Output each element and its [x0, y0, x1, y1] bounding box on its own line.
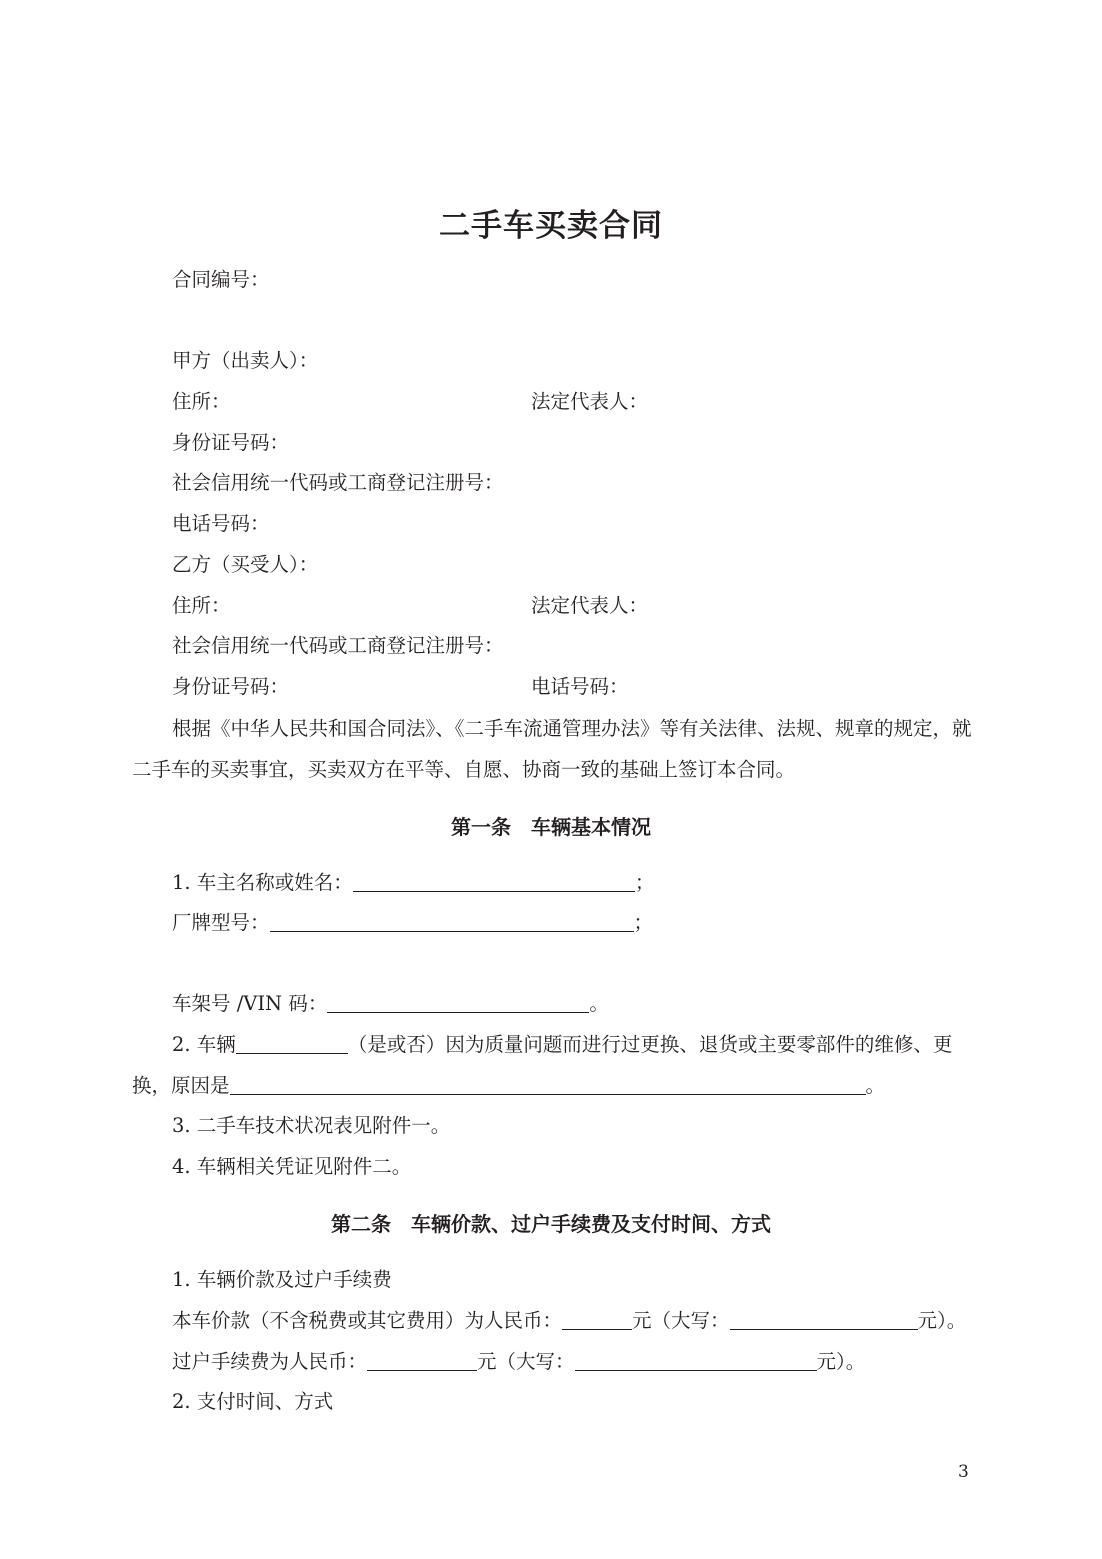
party-b-id-label: 身份证号码： [172, 675, 290, 698]
party-a-address-label: 住所： [172, 390, 231, 413]
owner-name-label: 1. 车主名称或姓名： [172, 871, 353, 894]
article-1-heading: 第一条 车辆基本情况 [451, 815, 651, 839]
payment-item-heading: 2. 支付时间、方式 [172, 1390, 334, 1413]
page-number: 3 [958, 1462, 969, 1482]
party-b-rep-label: 法定代表人： [531, 594, 649, 617]
owner-name-line [172, 868, 654, 898]
party-a-credit-label: 社会信用统一代码或工商登记注册号： [172, 471, 504, 494]
price-end: 元）。 [917, 1309, 967, 1332]
price-yuan: 元（大写： [632, 1309, 730, 1332]
party-a-id-label: 身份证号码： [172, 431, 290, 454]
item2-text: （是或否）因为质量问题而进行过更换、退货或主要零部件的维修、更 [347, 1033, 953, 1056]
item2-reason-line [132, 1071, 885, 1101]
item4-line: 4. 车辆相关凭证见附件二。 [172, 1155, 412, 1178]
fee-yuan: 元（大写： [477, 1350, 575, 1373]
price-label: 本车价款（不含税费或其它费用）为人民币： [172, 1309, 563, 1332]
price-amount-blank[interactable] [562, 1307, 632, 1330]
vin-end: 。 [589, 992, 609, 1015]
model-blank[interactable] [270, 909, 634, 932]
party-b-address-label: 住所： [172, 594, 231, 617]
owner-name-end: ； [634, 871, 655, 894]
reason-end: 。 [865, 1074, 886, 1097]
fee-line [172, 1347, 865, 1377]
party-a-heading: 甲方（出卖人）： [172, 349, 319, 372]
party-b-heading: 乙方（买受人）： [172, 553, 319, 576]
model-label: 厂牌型号： [172, 911, 270, 934]
reason-blank[interactable] [230, 1072, 866, 1095]
vin-line [172, 989, 609, 1019]
party-b-credit-label: 社会信用统一代码或工商登记注册号： [172, 634, 504, 657]
model-line [172, 908, 653, 938]
model-end: ； [633, 911, 654, 934]
vin-label: 车架号 /VIN 码： [172, 992, 328, 1015]
party-a-rep-label: 法定代表人： [531, 390, 649, 413]
fee-amount-blank[interactable] [367, 1348, 477, 1371]
fee-end: 元）。 [816, 1350, 866, 1373]
fee-label: 过户手续费为人民币： [172, 1350, 368, 1373]
preamble-paragraph: 根据《中华人民共和国合同法》、《二手车流通管理办法》等有关法律、法规、规章的规定，就二手车的买卖事宜，买卖双方在平等、自愿、协商一致的基础上签订本合同。 [132, 717, 972, 781]
owner-name-blank[interactable] [353, 869, 635, 892]
item3-line: 3. 二手车技术状况表见附件一。 [172, 1114, 451, 1137]
quality-yes-no-blank[interactable] [236, 1031, 348, 1054]
party-a-phone-label: 电话号码： [172, 512, 270, 535]
item2-line [172, 1030, 952, 1060]
contract-number-label: 合同编号： [172, 268, 270, 291]
fee-capital-blank[interactable] [575, 1348, 817, 1371]
price-item-heading: 1. 车辆价款及过户手续费 [172, 1268, 392, 1291]
item2-label: 2. 车辆 [172, 1033, 236, 1056]
price-line [172, 1306, 966, 1336]
contract-title: 二手车买卖合同 [439, 208, 663, 244]
vin-blank[interactable] [327, 990, 589, 1013]
reason-label: 换，原因是 [132, 1074, 230, 1097]
price-capital-blank[interactable] [730, 1307, 918, 1330]
party-b-phone-label: 电话号码： [531, 675, 629, 698]
article-2-heading: 第二条 车辆价款、过户手续费及支付时间、方式 [331, 1212, 771, 1236]
